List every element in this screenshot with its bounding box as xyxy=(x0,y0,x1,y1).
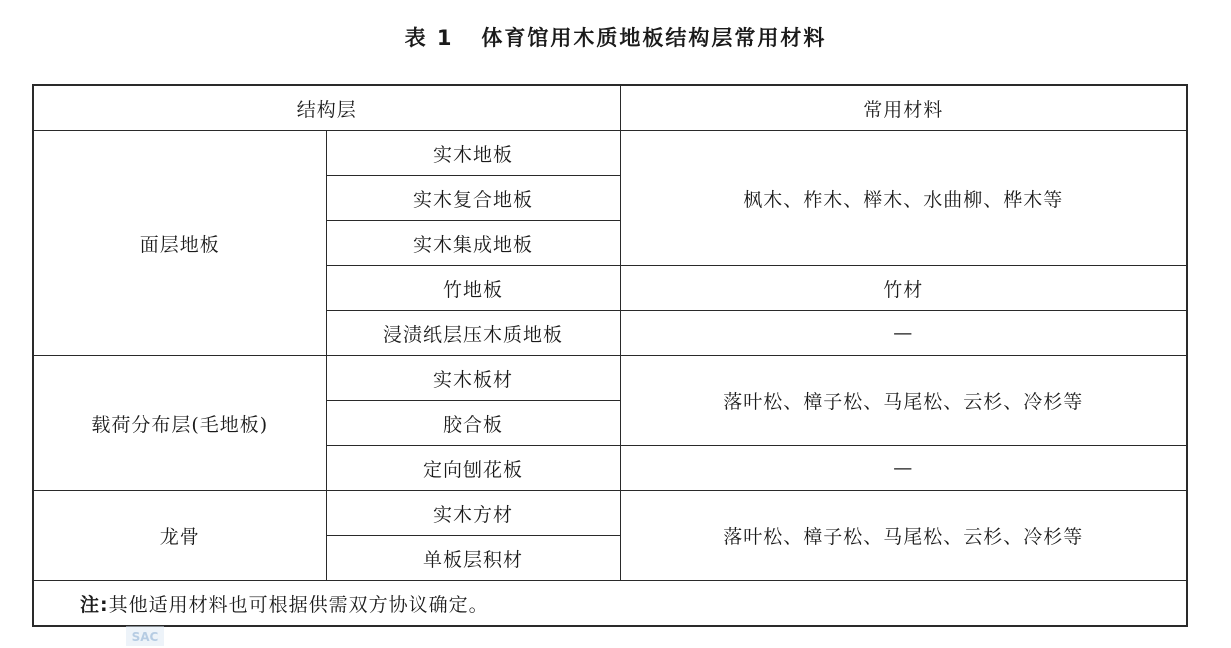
note-cell xyxy=(33,581,1187,627)
materials-cell: — xyxy=(620,311,1187,356)
item-cell: 浸渍纸层压木质地板 xyxy=(326,311,620,356)
table-row xyxy=(33,491,1187,536)
materials-cell: 竹材 xyxy=(620,266,1187,311)
item-cell: 单板层积材 xyxy=(326,536,620,581)
table-title: 表 1 体育馆用木质地板结构层常用材料 xyxy=(404,26,827,50)
materials-cell: — xyxy=(620,446,1187,491)
header-materials: 常用材料 xyxy=(620,85,1187,131)
group-keel-name: 龙骨 xyxy=(33,491,326,581)
item-cell: 实木复合地板 xyxy=(326,176,620,221)
table-row xyxy=(33,356,1187,401)
note-row xyxy=(33,581,1187,627)
sac-watermark-logo xyxy=(126,626,164,646)
group-surface-name: 面层地板 xyxy=(33,131,326,356)
item-cell: 胶合板 xyxy=(326,401,620,446)
materials-cell: 落叶松、樟子松、马尾松、云杉、冷杉等 xyxy=(620,491,1187,581)
materials-cell: 落叶松、樟子松、马尾松、云杉、冷杉等 xyxy=(620,356,1187,446)
svg-text:SAC: SAC xyxy=(131,630,159,644)
table-header-row xyxy=(33,85,1187,131)
materials-table xyxy=(32,84,1188,627)
item-cell: 实木地板 xyxy=(326,131,620,176)
item-cell: 实木方材 xyxy=(326,491,620,536)
item-cell: 定向刨花板 xyxy=(326,446,620,491)
item-cell: 实木集成地板 xyxy=(326,221,620,266)
table-row xyxy=(33,131,1187,176)
item-cell: 实木板材 xyxy=(326,356,620,401)
note-text: 其他适用材料也可根据供需双方协议确定。 xyxy=(108,593,489,616)
group-load-name: 载荷分布层(毛地板) xyxy=(33,356,326,491)
item-cell: 竹地板 xyxy=(326,266,620,311)
header-structure: 结构层 xyxy=(33,85,620,131)
materials-cell: 枫木、柞木、榉木、水曲柳、桦木等 xyxy=(620,131,1187,266)
note-label: 注: xyxy=(80,593,109,616)
